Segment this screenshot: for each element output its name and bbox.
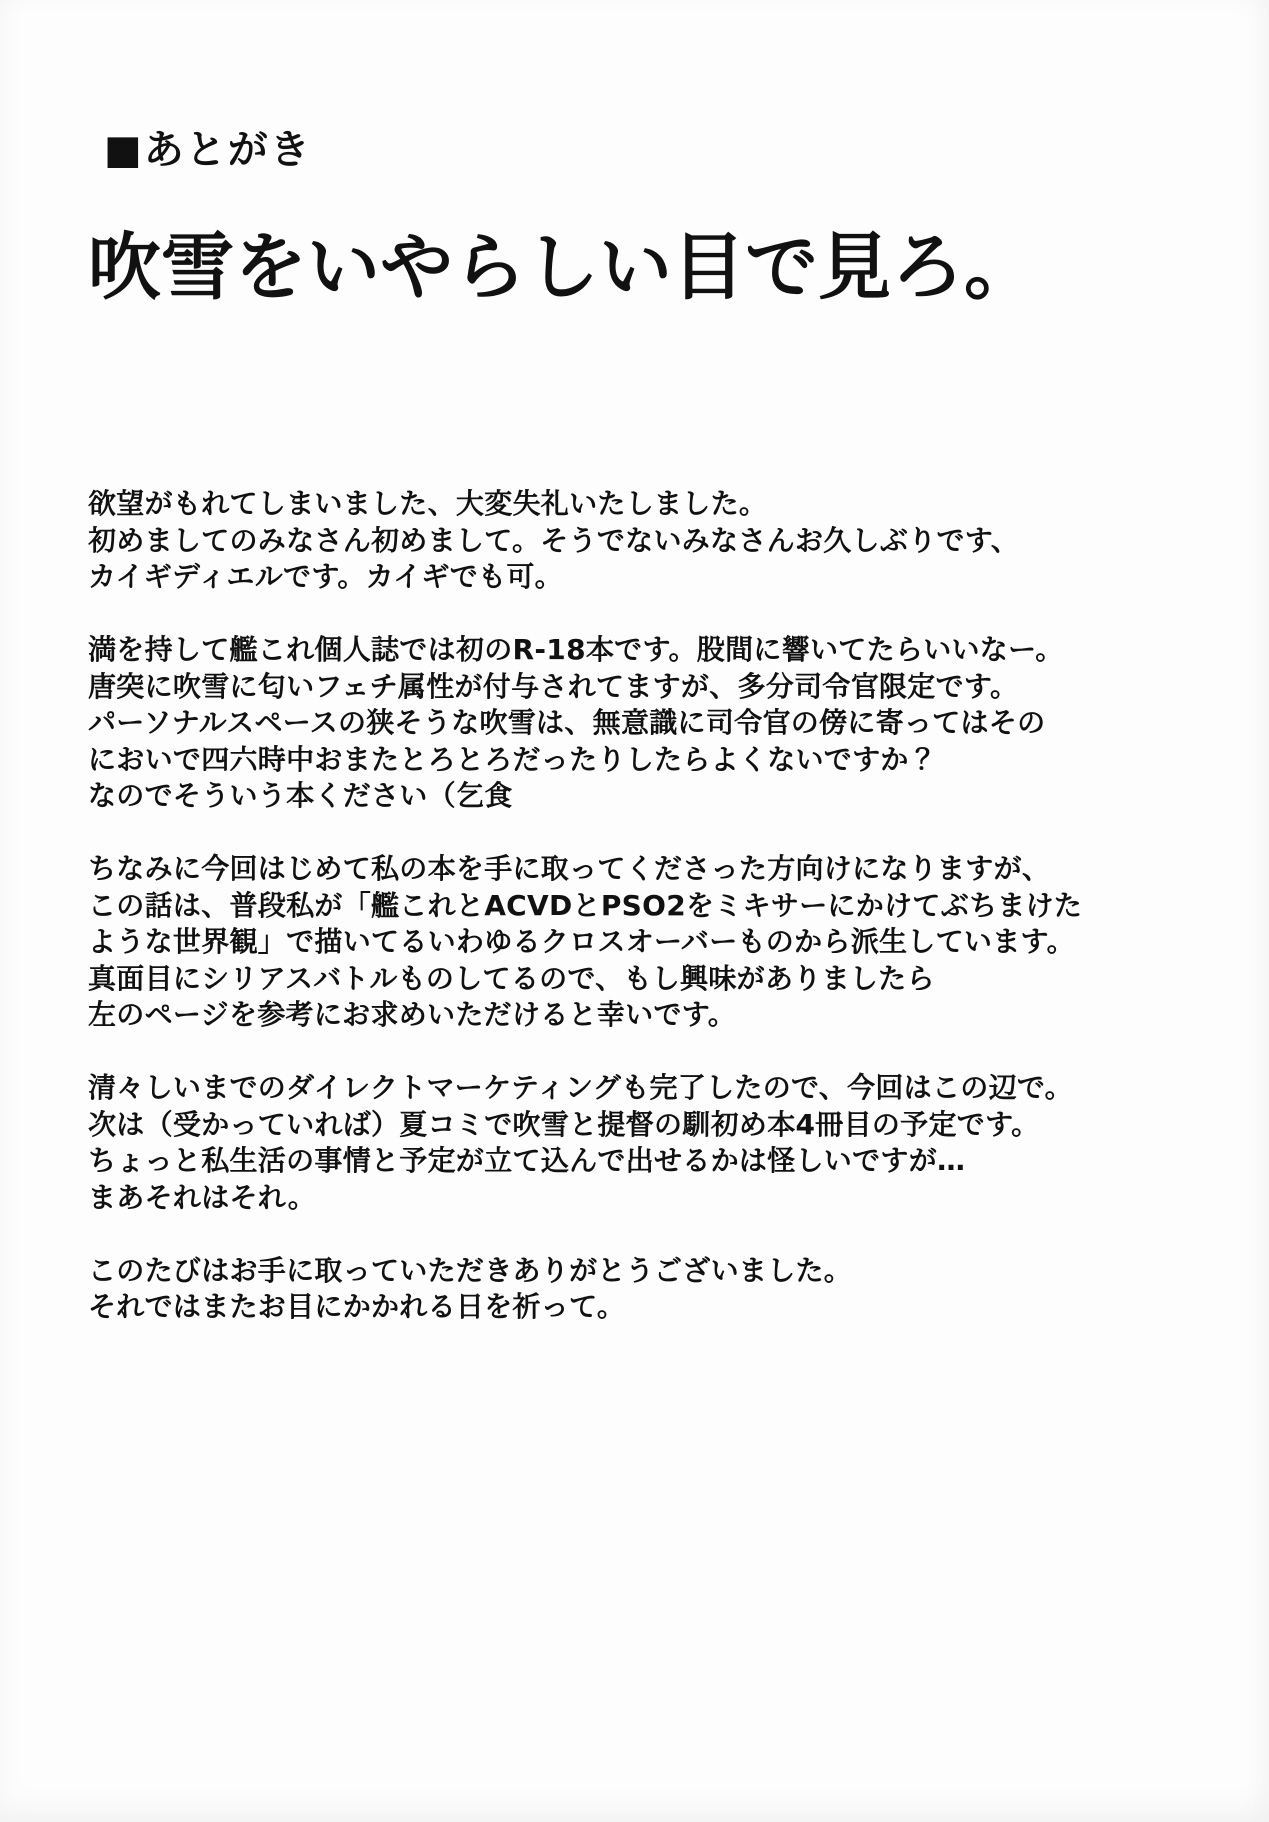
page-title: 吹雪をいやらしい目で見ろ。 xyxy=(88,225,1037,310)
body-text xyxy=(88,486,1218,1362)
text-line: 真面目にシリアスバトルものしてるので、もし興味がありましたら xyxy=(88,961,935,995)
text-line: 次は（受かっていれば）夏コミで吹雪と提督の馴初め本4冊目の予定です。 xyxy=(88,1107,1040,1141)
paragraph-greeting xyxy=(88,486,1218,596)
text-line: 初めましてのみなさん初めまして。そうでないみなさんお久しぶりです、 xyxy=(88,523,1020,557)
text-line: パーソナルスペースの狭そうな吹雪は、無意識に司令官の傍に寄ってはその xyxy=(88,706,1046,739)
text-line: カイギディエルです。カイギでも可。 xyxy=(88,560,563,593)
text-line: この話は、普段私が「艦これとACVDとPSO2をミキサーにかけてぶちまけた xyxy=(88,888,1083,922)
paragraph-crossover-note xyxy=(88,851,1218,1034)
text-line: ちょっと私生活の事情と予定が立て込んで出せるかは怪しいですが… xyxy=(88,1144,966,1177)
text-line: 欲望がもれてしまいました、大変失礼いたしました。 xyxy=(88,487,768,520)
text-line: このたびはお手に取っていただきありがとうございました。 xyxy=(88,1253,853,1287)
paragraph-future-plans xyxy=(88,1070,1218,1216)
text-line: ような世界観」で描いてるいわゆるクロスオーバーものから派生しています。 xyxy=(88,925,1075,958)
text-line: なのでそういう本ください（乞食 xyxy=(88,779,513,812)
text-line: 唐突に吹雪に匂いフェチ属性が付与されてますが、多分司令官限定です。 xyxy=(88,669,1019,703)
section-heading: ■あとがき xyxy=(104,127,312,173)
text-line: それではまたお目にかかれる日を祈って。 xyxy=(88,1290,626,1323)
text-line: 清々しいまでのダイレクトマーケティングも完了したので、今回はこの辺で。 xyxy=(88,1071,1073,1104)
paragraph-closing xyxy=(88,1253,1218,1326)
text-line: 満を持して艦これ個人誌では初のR-18本です。股間に響いてたらいいなー。 xyxy=(88,633,1064,666)
text-line: においで四六時中おまたとろとろだったりしたらよくないですか？ xyxy=(88,742,938,776)
text-line: ちなみに今回はじめて私の本を手に取ってくださった方向けになりますが、 xyxy=(88,852,1051,885)
paragraph-book-intro xyxy=(88,632,1218,815)
text-line: まあそれはそれ。 xyxy=(88,1180,317,1214)
text-line: 左のページを参考にお求めいただけると幸いです。 xyxy=(88,998,737,1031)
